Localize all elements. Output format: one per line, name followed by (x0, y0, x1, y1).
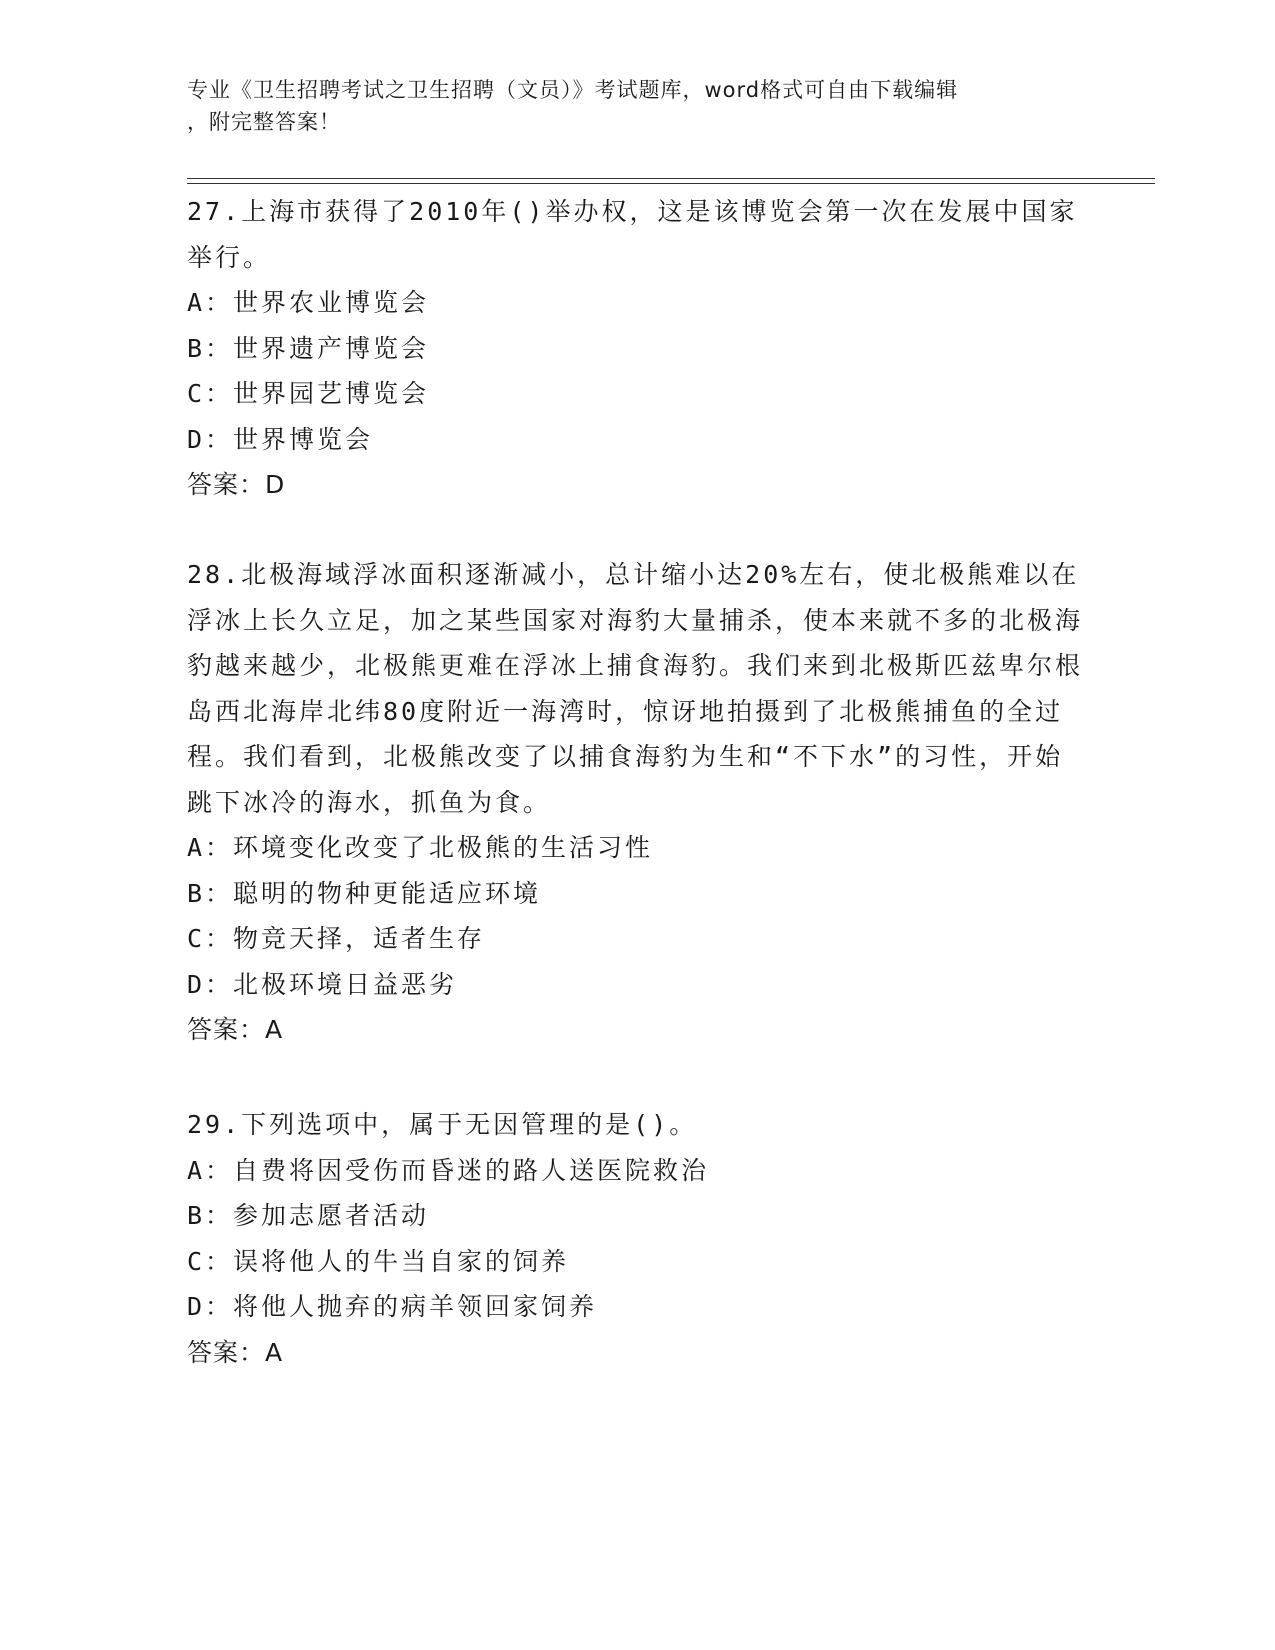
question-stem: 28.北极海域浮冰面积逐渐减小，总计缩小达20%左右，使北极熊难以在浮冰上长久立足，加之某些国家对海豹大量捕杀，使本来就不多的北极海豹越来越少，北极熊更难在浮冰上捕食海豹。我们来到北极斯匹兹卑尔根岛西北海岸北纬80度附近一海湾时，惊讶地拍摄到了北极熊捕鱼的全过程。我们看到，北极熊改变了以捕食海豹为生和“不下水”的习性，开始跳下冰冷的海水，抓鱼为食。 (187, 560, 1084, 817)
option-c: C：误将他人的牛当自家的饲养 (187, 1246, 570, 1276)
question-27 (187, 189, 1087, 508)
option-d: D：北极环境日益恶劣 (187, 969, 458, 999)
option-b: B：参加志愿者活动 (187, 1201, 430, 1230)
question-stem: 27.上海市获得了2010年()举办权，这是该博览会第一次在发展中国家举行。 (187, 197, 1078, 272)
document-header (187, 74, 1067, 138)
header-divider-bottom (187, 183, 1155, 184)
question-stem: 29.下列选项中，属于无因管理的是()。 (187, 1110, 698, 1139)
option-b: B：世界遗产博览会 (187, 333, 430, 363)
option-a: A：环境变化改变了北极熊的生活习性 (187, 833, 654, 862)
answer: 答案：D (187, 470, 286, 499)
header-line-1: 专业《卫生招聘考试之卫生招聘（文员）》考试题库，word格式可自由下载编辑 (187, 78, 959, 102)
option-c: C：世界园艺博览会 (187, 379, 430, 408)
option-a: A：自费将因受伤而昏迷的路人送医院救治 (187, 1155, 710, 1185)
option-d: D：将他人抛弃的病羊领回家饲养 (187, 1292, 598, 1321)
option-d: D：世界博览会 (187, 424, 374, 454)
question-29 (187, 1102, 1087, 1375)
option-a: A：世界农业博览会 (187, 288, 430, 317)
answer: 答案：A (187, 1337, 284, 1367)
header-line-2: ，附完整答案！ (187, 110, 341, 134)
option-c: C：物竞天择，适者生存 (187, 924, 486, 953)
option-b: B：聪明的物种更能适应环境 (187, 878, 542, 908)
answer: 答案：A (187, 1015, 284, 1044)
question-28 (187, 552, 1087, 1053)
header-divider-top (187, 178, 1155, 179)
